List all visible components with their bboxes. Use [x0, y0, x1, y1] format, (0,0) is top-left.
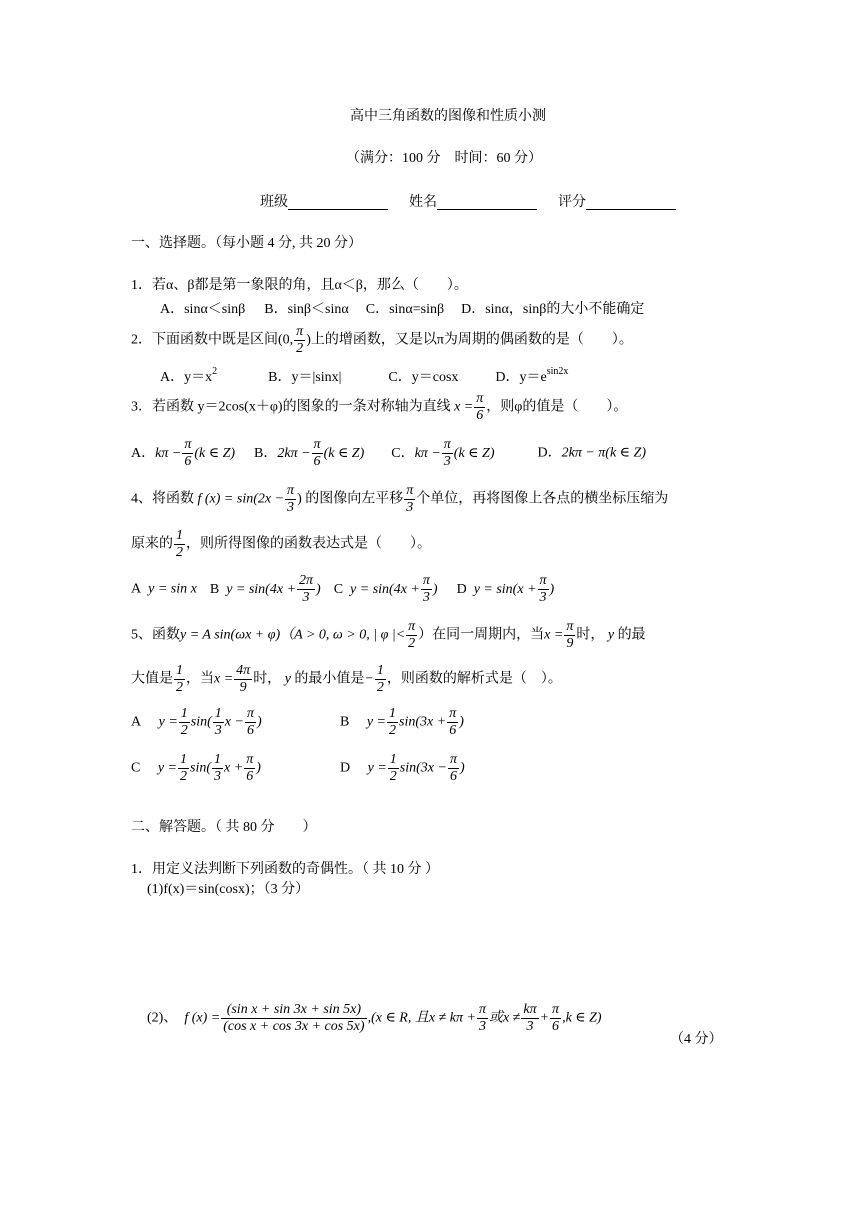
- q4-option-c: C y = sin(4x + $\frac{\pi}{3}$ ): [333, 573, 438, 605]
- q3-option-c: C．kπ − $\frac{\pi}{3}$ (k ∈ Z): [391, 437, 495, 469]
- q1-stem: 1．若α、β都是第一象限的角，且α＜β，那么（ ）。: [131, 278, 468, 293]
- q1-option-d: D．sinα，sinβ的大小不能确定: [461, 302, 645, 317]
- q3-options: [131, 438, 646, 469]
- q4-stem: 4、将函数 f (x) = sin(2x − $\frac{\pi}{3}$ ) 的图像向左平移 $\frac{\pi}{3}$ 个单位，再将图像上各点的横坐标压缩为: [131, 483, 669, 515]
- q3-option-d: D．2kπ − π(k ∈ Z): [537, 445, 646, 461]
- q1-option-b: B．sinβ＜sinα: [264, 302, 349, 317]
- q4-option-b: B y = sin(4x + $\frac{2\pi}{3}$ ): [209, 573, 321, 605]
- q1-option-a: A．sinα＜sinβ: [160, 302, 246, 317]
- q1-options: [160, 303, 644, 317]
- q3-option-b: B．2kπ − $\frac{\pi}{6}$ (k ∈ Z): [254, 437, 365, 469]
- s2-q1-stem: 1．用定义法判断下列函数的奇偶性。（ 共 10 分 ）: [131, 862, 439, 877]
- q4-option-d: D y = sin(x + $\frac{\pi}{3}$ ): [456, 573, 555, 605]
- q2-frac: $\frac{\pi}{2}$: [296, 324, 304, 356]
- s2-q1-part1: (1)f(x)＝sin(cosx)；（3 分）: [147, 882, 310, 897]
- q3-stem: 3．若函数 y＝2cos(x＋φ)的图象的一条对称轴为直线 x = $\frac{\pi}{6}$ ，则φ的值是（ ）。: [131, 391, 628, 423]
- section2-heading: 二、解答题。（ 共 80 分 ）: [131, 820, 317, 835]
- s2-q1-part2-score: （4 分）: [670, 1032, 723, 1047]
- q2-stem: 2．下面函数中既是区间(0, $\frac{\pi}{2}$ )上的增函数，又是以π为周期的偶函数的是（ ）。: [131, 324, 633, 356]
- q5-option-d: D y = $\frac{1}{2}$ sin(3x − $\frac{\pi}{6}$ ): [340, 752, 465, 784]
- q1-option-c: C．sinα=sinβ: [365, 302, 445, 317]
- name-label: 姓名: [409, 195, 437, 210]
- q5-stem-line2: 大值是 $\frac{1}{2}$ ，当x = $\frac{4\pi}{9}$ 时， y 的最小值是− $\frac{1}{2}$ ，则函数的解析式是（ ）。: [131, 663, 562, 695]
- q5-option-c: C y = $\frac{1}{2}$ sin( $\frac{1}{3}$ x + $\frac{\pi}{6}$ ): [131, 752, 261, 784]
- q2-option-b: B．y＝|sinx|: [268, 370, 342, 385]
- q2-options: [160, 366, 569, 385]
- q2-option-a: A．$y=x^2$: [160, 366, 218, 385]
- section1-heading: 一、选择题。（每小题 4 分, 共 20 分）: [131, 236, 362, 251]
- score-label: 评分: [558, 195, 586, 210]
- score-blank[interactable]: [586, 195, 676, 210]
- q4-stem-line2: 原来的 $\frac{1}{2}$ ，则所得图像的函数表达式是（ ）。: [131, 528, 431, 560]
- q3-option-a: A．kπ − $\frac{\pi}{6}$ (k ∈ Z): [131, 437, 236, 469]
- info-fields: [260, 195, 676, 210]
- q2-option-d: D．$y=e^{sin2x}$: [495, 366, 569, 385]
- class-label: 班级: [260, 195, 288, 210]
- q5-option-b: B y = $\frac{1}{2}$ sin(3x + $\frac{\pi}{6}$ ): [340, 706, 464, 738]
- name-blank[interactable]: [437, 195, 537, 210]
- class-blank[interactable]: [288, 195, 388, 210]
- q5-stem: 5、函数y = A sin(ωx + φ)（A > 0, ω > 0, | φ |< $\frac{\pi}{2}$ ）在同一周期内，当x = $\frac{\pi}{9}$ 时， y 的最: [131, 619, 646, 651]
- q2-option-c: C．y＝cosx: [388, 370, 459, 385]
- q5-option-a: A y = $\frac{1}{2}$ sin( $\frac{1}{3}$ x − $\frac{\pi}{6}$ ): [131, 706, 262, 738]
- q4-options: [131, 574, 554, 605]
- s2-q1-part2: (2)、 f (x) = $\frac{\text{(sin x + sin 3x + sin 5x)}}{\text{(cos x + cos 3x + cos 5x)}}$ ,(x ∈ R, 且x ≠ kπ + $\frac{\pi}{3}$ 或x ≠ $\frac{k\pi}{3}$ + $\frac{\pi}{6}$ ,k ∈ Z): [147, 1002, 602, 1034]
- page-subtitle: （满分：100 分 时间：60 分）: [346, 151, 542, 166]
- page-title: 高中三角函数的图像和性质小测: [350, 109, 546, 124]
- q4-option-a: A y = sin x: [131, 581, 197, 597]
